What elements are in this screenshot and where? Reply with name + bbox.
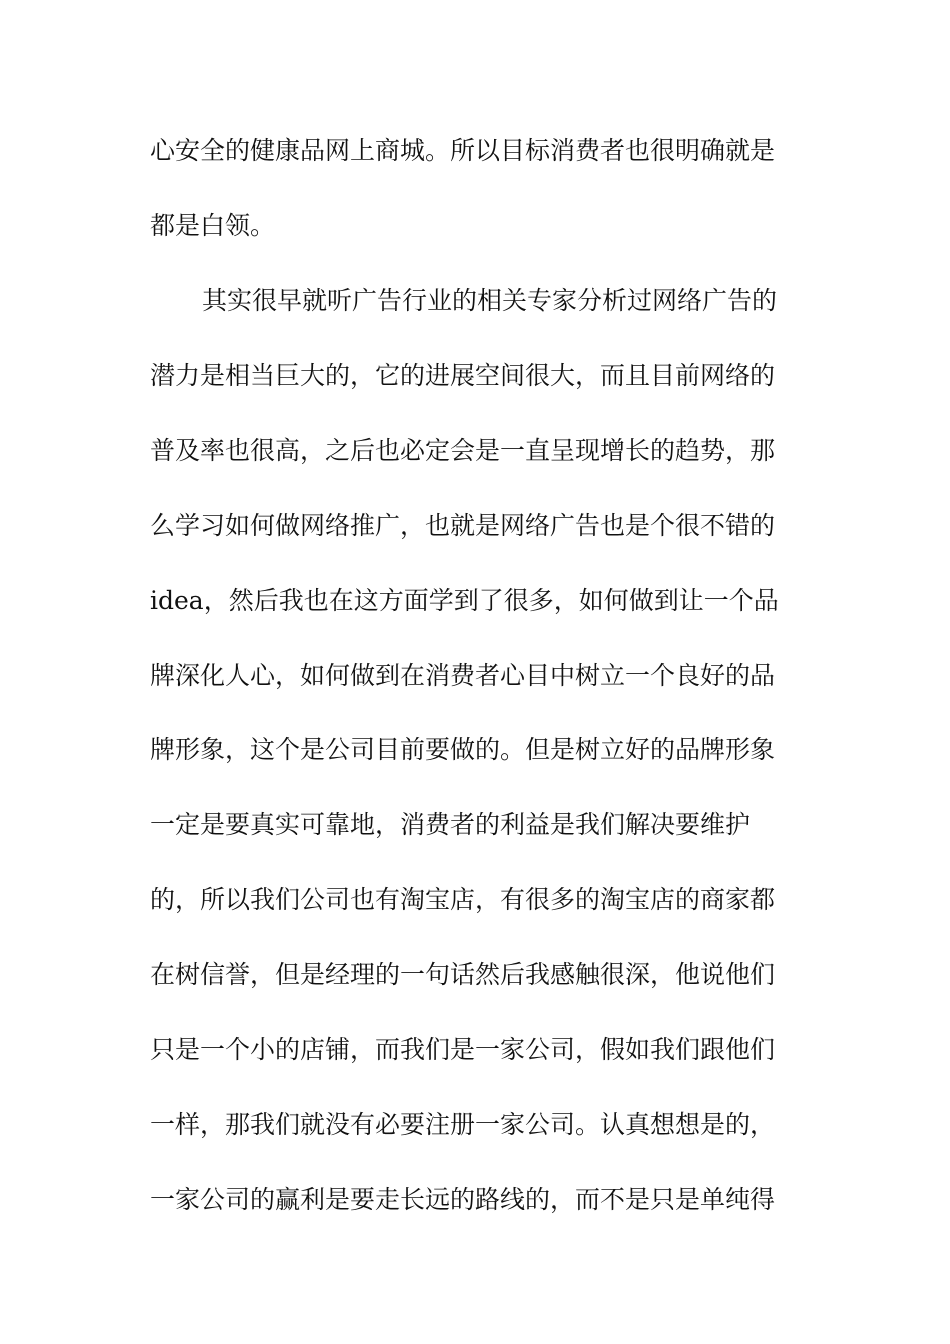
paragraph-first-line: 其实很早就听广告行业的相关专家分析过网络广告的 — [202, 286, 778, 315]
text-line: 牌形象，这个是公司目前要做的。但是树立好的品牌形象 — [150, 735, 776, 764]
text-line: 么学习如何做网络推广，也就是网络广告也是个很不错的 — [150, 511, 776, 540]
text-line: 普及率也很高，之后也必定会是一直呈现增长的趋势，那 — [150, 436, 776, 465]
text-line: 在树信誉，但是经理的一句话然后我感触很深，他说他们 — [150, 960, 776, 989]
text-line: 潜力是相当巨大的，它的进展空间很大，而且目前网络的 — [150, 361, 776, 390]
text-line: 牌深化人心，如何做到在消费者心目中树立一个良好的品 — [150, 661, 776, 690]
text-line: 一定是要真实可靠地，消费者的利益是我们解决要维护 — [150, 810, 751, 839]
text-line: 一家公司的赢利是要走长远的路线的，而不是只是单纯得 — [150, 1185, 776, 1214]
text-line: 一样，那我们就没有必要注册一家公司。认真想想是的， — [150, 1110, 776, 1139]
text-line: 只是一个小的店铺，而我们是一家公司，假如我们跟他们 — [150, 1035, 776, 1064]
text-line: idea，然后我也在这方面学到了很多，如何做到让一个品 — [150, 586, 779, 615]
text-line: 都是白领。 — [150, 211, 276, 240]
text-line: 的，所以我们公司也有淘宝店，有很多的淘宝店的商家都 — [150, 885, 776, 914]
text-line: 心安全的健康品网上商城。所以目标消费者也很明确就是 — [150, 136, 776, 165]
